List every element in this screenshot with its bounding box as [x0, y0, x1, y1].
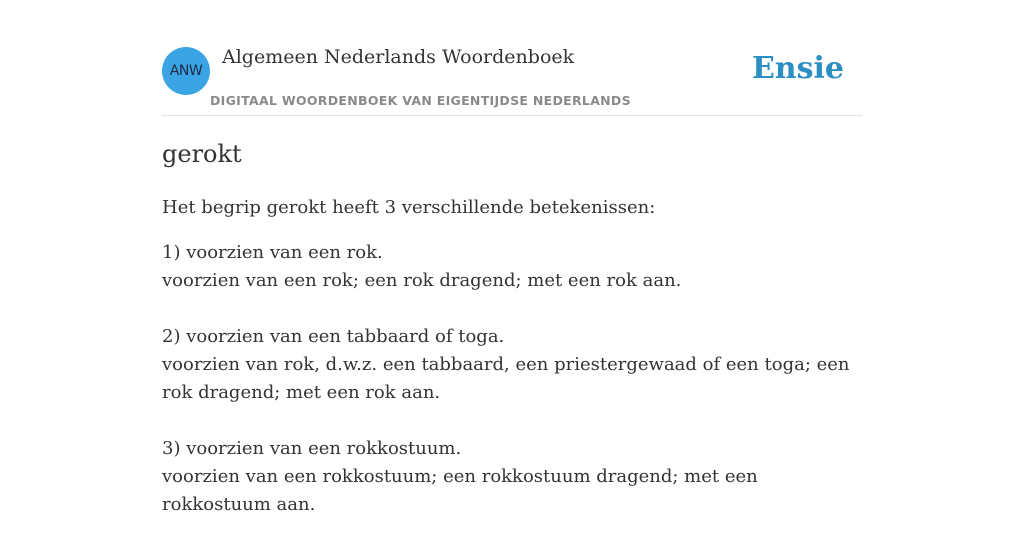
meaning-item [162, 239, 862, 295]
entry-intro: Het begrip gerokt heeft 3 verschillende betekenissen: [162, 197, 656, 218]
page [162, 0, 862, 515]
meaning-title: 1) voorzien van een rok. [162, 242, 383, 263]
anw-logo[interactable] [162, 47, 210, 95]
site-header [162, 0, 862, 116]
meaning-item [162, 435, 862, 519]
site-title[interactable]: Algemeen Nederlands Woordenboek [222, 46, 575, 68]
meaning-definition: voorzien van een rok; een rok dragend; met een rok aan. [162, 270, 682, 291]
meaning-title: 2) voorzien van een tabbaard of toga. [162, 326, 505, 347]
meaning-item [162, 323, 862, 407]
meaning-title: 3) voorzien van een rokkostuum. [162, 438, 462, 459]
logo-text: ANW [169, 63, 203, 79]
meaning-definition: voorzien van rok, d.w.z. een tabbaard, een priestergewaad of een toga; een rok dragend; met een rok aan. [162, 354, 850, 403]
meanings-list [162, 239, 862, 547]
meaning-definition: voorzien van een rokkostuum; een rokkostuum dragend; met een rokkostuum aan. [162, 466, 758, 515]
page-title: gerokt [162, 140, 242, 168]
ensie-brand-link[interactable]: Ensie [751, 51, 844, 86]
site-subtitle: DIGITAAL WOORDENBOEK VAN EIGENTIJDSE NEDERLANDS [210, 93, 631, 108]
